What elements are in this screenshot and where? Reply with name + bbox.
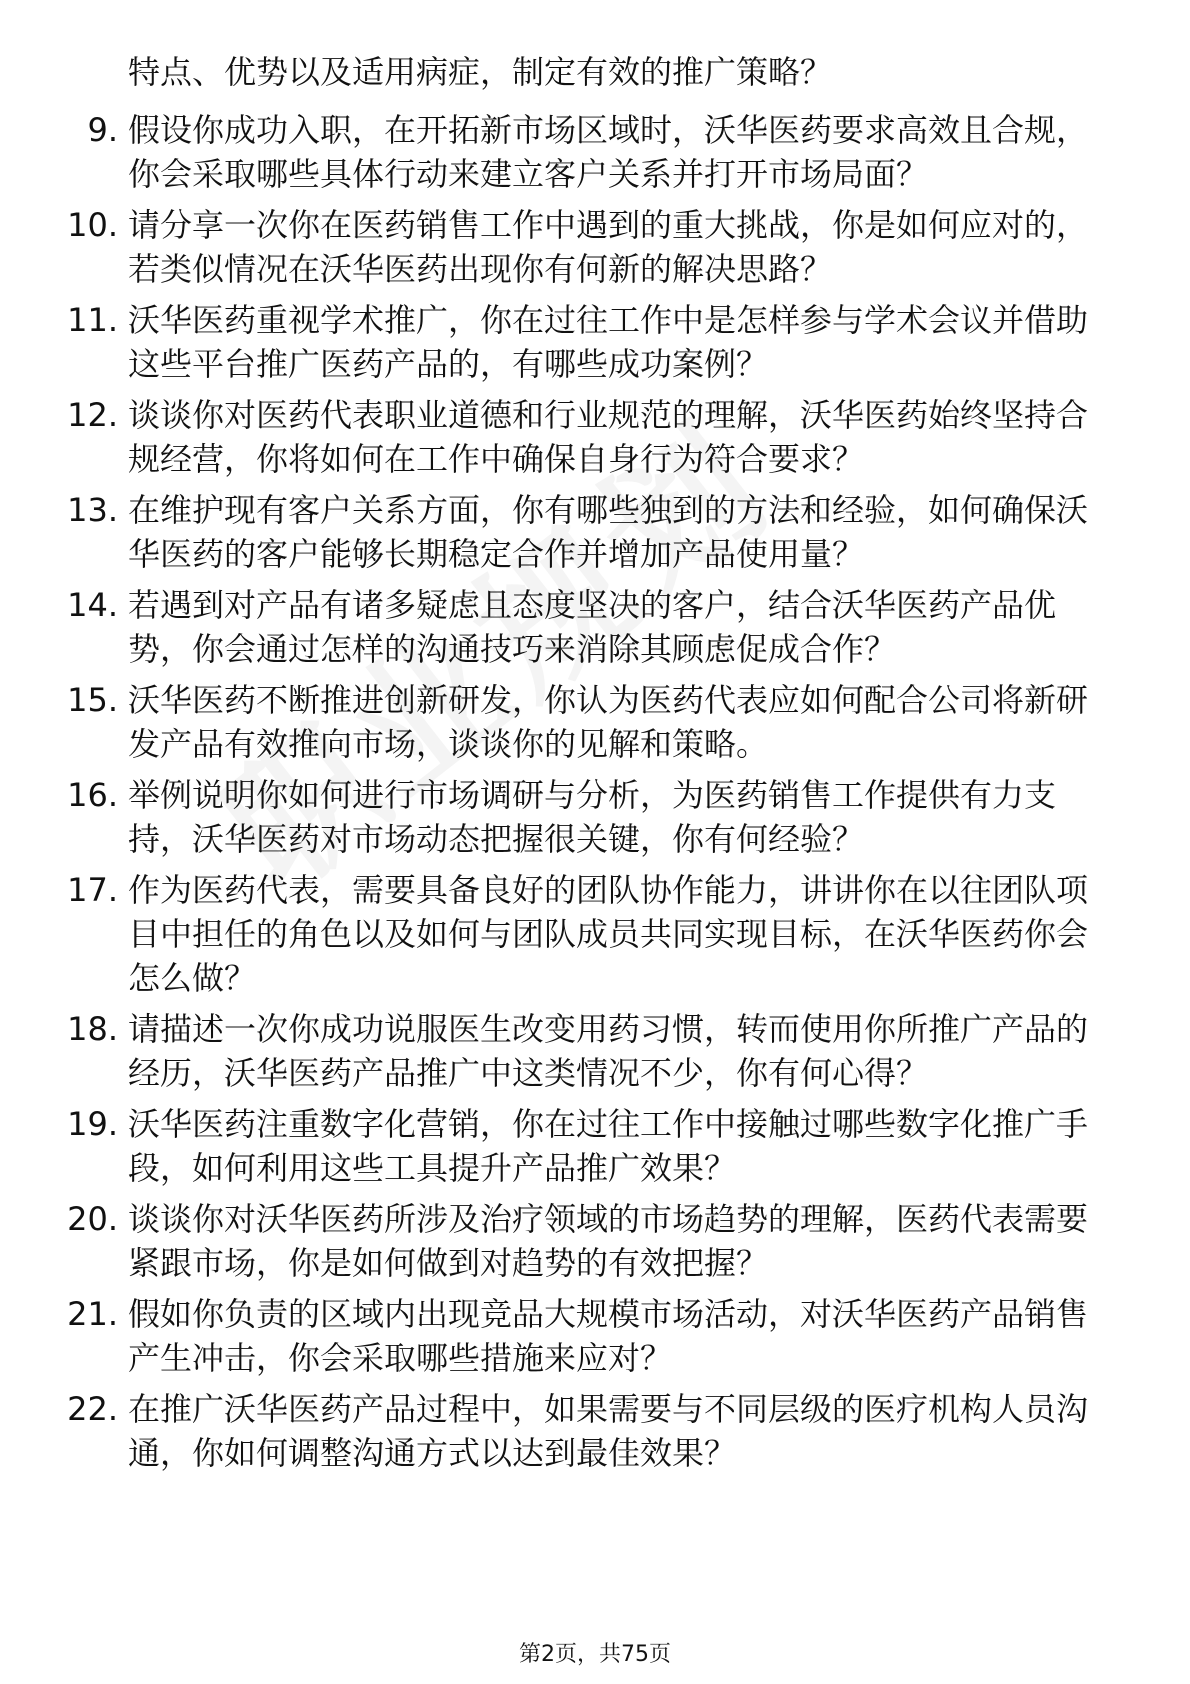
question-number: 11. xyxy=(67,301,118,339)
question-text: 沃华医药重视学术推广，你在过往工作中是怎样参与学术会议并借助这些平台推广医药产品的，有哪些成功案例？ xyxy=(128,301,1089,383)
question-text: 若遇到对产品有诸多疑虑且态度坚决的客户，结合沃华医药产品优势，你会通过怎样的沟通技巧来消除其顾虑促成合作？ xyxy=(128,586,1057,668)
page-footer: 第2页，共75页 xyxy=(519,1642,671,1667)
question-number: 20. xyxy=(67,1200,118,1238)
question-text: 谈谈你对沃华医药所涉及治疗领域的市场趋势的理解，医药代表需要紧跟市场，你是如何做到对趋势的有效把握？ xyxy=(128,1200,1089,1282)
question-number: 12. xyxy=(67,396,118,434)
question-text: 谈谈你对医药代表职业道德和行业规范的理解，沃华医药始终坚持合规经营，你将如何在工作中确保自身行为符合要求？ xyxy=(128,396,1089,478)
question-number: 15. xyxy=(67,681,118,719)
question-number: 21. xyxy=(67,1295,118,1333)
question-text: 假设你成功入职，在开拓新市场区域时，沃华医药要求高效且合规，你会采取哪些具体行动来建立客户关系并打开市场局面？ xyxy=(128,111,1089,193)
question-text: 沃华医药不断推进创新研发，你认为医药代表应如何配合公司将新研发产品有效推向市场，谈谈你的见解和策略。 xyxy=(128,681,1089,763)
question-text: 在维护现有客户关系方面，你有哪些独到的方法和经验，如何确保沃华医药的客户能够长期稳定合作并增加产品使用量？ xyxy=(128,491,1089,573)
question-text: 假如你负责的区域内出现竞品大规模市场活动，对沃华医药产品销售产生冲击，你会采取哪些措施来应对？ xyxy=(128,1295,1089,1377)
question-text: 在推广沃华医药产品过程中，如果需要与不同层级的医疗机构人员沟通，你如何调整沟通方式以达到最佳效果？ xyxy=(128,1390,1089,1472)
question-number: 16. xyxy=(67,776,118,814)
question-number: 17. xyxy=(67,871,118,909)
continuation-text: 特点、优势以及适用病症，制定有效的推广策略？ xyxy=(128,53,833,91)
question-number: 18. xyxy=(67,1010,118,1048)
question-number: 14. xyxy=(67,586,118,624)
question-number: 9. xyxy=(87,111,118,149)
question-number: 19. xyxy=(67,1105,118,1143)
question-text: 沃华医药注重数字化营销，你在过往工作中接触过哪些数字化推广手段，如何利用这些工具提升产品推广效果？ xyxy=(128,1105,1089,1187)
question-text: 请描述一次你成功说服医生改变用药习惯，转而使用你所推广产品的经历，沃华医药产品推广中这类情况不少，你有何心得？ xyxy=(128,1010,1089,1092)
question-number: 10. xyxy=(67,206,118,244)
question-text: 作为医药代表，需要具备良好的团队协作能力，讲讲你在以往团队项目中担任的角色以及如何与团队成员共同实现目标，在沃华医药你会怎么做？ xyxy=(128,871,1089,997)
question-text: 举例说明你如何进行市场调研与分析，为医药销售工作提供有力支持，沃华医药对市场动态把握很关键，你有何经验？ xyxy=(128,776,1057,858)
question-number: 13. xyxy=(67,491,118,529)
question-number: 22. xyxy=(67,1390,118,1428)
question-text: 请分享一次你在医药销售工作中遇到的重大挑战，你是如何应对的，若类似情况在沃华医药出现你有何新的解决思路？ xyxy=(128,206,1089,288)
